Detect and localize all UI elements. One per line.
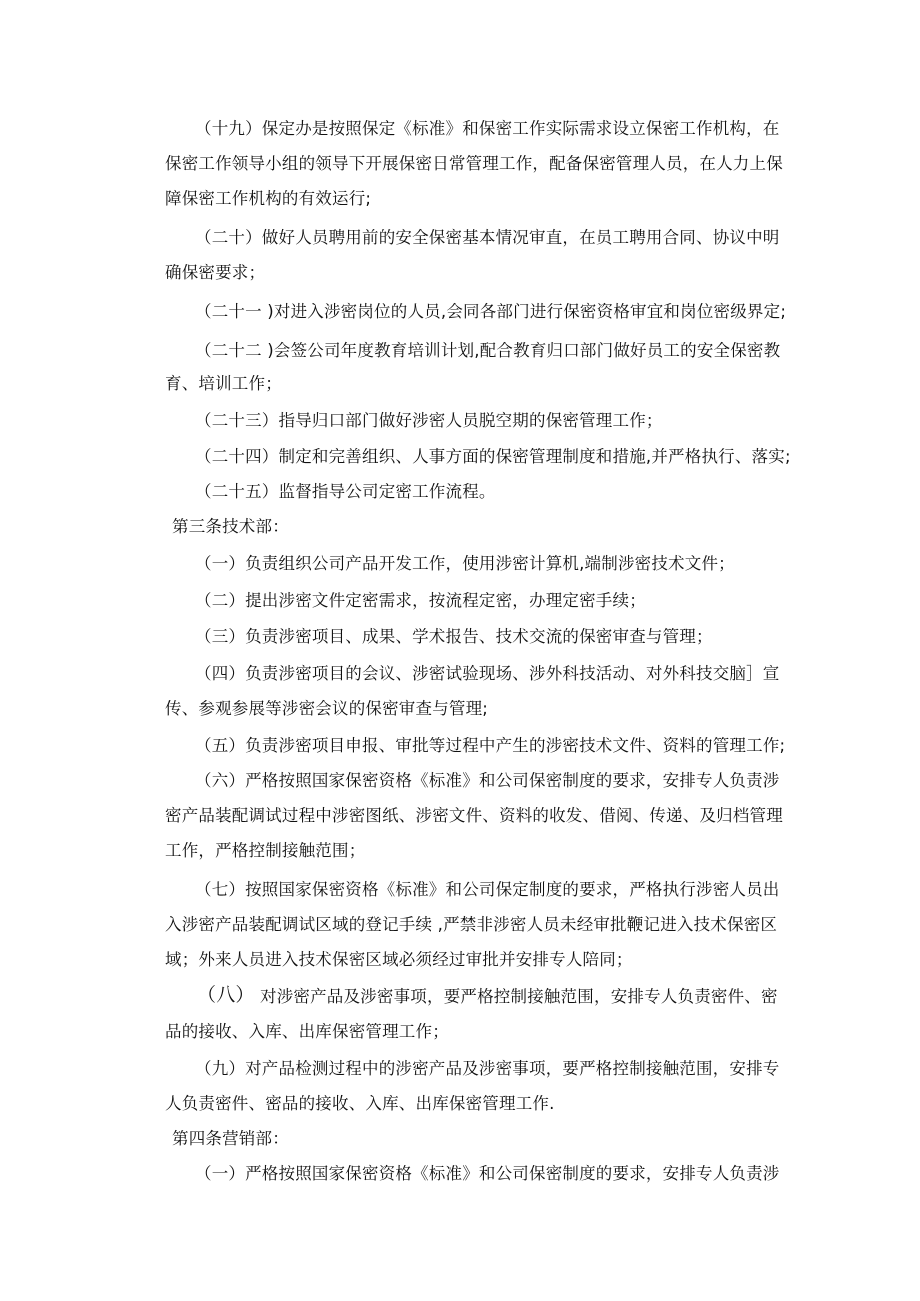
text-line: （六）严格按照国家保密资格《标准》和公司保密制度的要求，安排专人负责涉 (195, 771, 780, 790)
text-line: 人负责密件、密品的接收、入库、出库保密管理工作. (165, 1094, 555, 1113)
text-line: 密产品装配调试过程中涉密图纸、涉密文件、资料的收发、借阅、传递、及归档管理 (165, 806, 783, 825)
text-line: （三）负责涉密项目、成果、学术报告、技术交流的保密审查与管理； (195, 627, 713, 646)
text-line: 工作，严格控制接触范围； (165, 841, 366, 860)
text-line: （四）负责涉密项目的会议、涉密试验现场、涉外科技活动、对外科技交脑］宣 (195, 664, 780, 683)
text-line: （二十四）制定和完善组织、人事方面的保密管理制度和措施,并严格执行、落实; (195, 447, 791, 466)
text-line: （二十三）指导归口部门做好涉密人员脱空期的保密管理工作； (195, 411, 663, 430)
text-line: （五）负责涉密项目申报、审批等过程中产生的涉密技术文件、资料的管理工作; (195, 736, 786, 755)
section-heading: 第四条营销部： (172, 1129, 289, 1148)
text-line: （一）严格按照国家保密资格《标准》和公司保密制度的要求，安排专人负责涉 (195, 1164, 780, 1183)
text-line: （二十一 )对进入涉密岗位的人员,会同各部门进行保密资格审宜和岗位密级界定; (195, 302, 787, 321)
text-line: 传、参观参展等涉密会议的保密审查与管理; (165, 699, 489, 718)
text-line: 域；外来人员进入技术保密区域必须经过审批并安排专人陪同； (165, 950, 633, 969)
text-line: 育、培训工作； (165, 374, 282, 393)
section-heading: 第三条技术部： (172, 517, 289, 536)
text-line: （一）负责组织公司产品开发工作，使用涉密计算机,端制涉密技术文件； (195, 554, 735, 573)
text-line: 障保密工作机构的有效运行; (165, 189, 372, 208)
text-line: （十九）保定办是按照保定《标准》和保密工作实际需求设立保密工作机构，在 (195, 119, 780, 138)
item-number: （八） (197, 984, 255, 1006)
text-line: （九）对产品检测过程中的涉密产品及涉密事项，要严格控制接触范围，安排专 (195, 1059, 780, 1078)
text-line: （二）提出涉密文件定密需求，按流程定密，办理定密手续； (195, 591, 646, 610)
text-line: （二十五）监督指导公司定密工作流程。 (195, 482, 496, 501)
text-line: 品的接收、入库、出库保密管理工作； (165, 1022, 449, 1041)
text-line: （二十）做好人员聘用前的安全保密基本情况审直，在员工聘用合同、协议中明 (195, 228, 780, 247)
text-line: 确保密要求； (165, 263, 266, 282)
text-line: （七）按照国家保密资格《标准》和公司保定制度的要求，严格执行涉密人员出 (195, 880, 780, 899)
text-line: 保密工作领导小组的领导下开展保密日常管理工作，配备保密管理人员，在人力上保 (165, 154, 783, 173)
text-line: 对涉密产品及涉密事项，要严格控制接触范围，安排专人负责密件、密 (260, 987, 778, 1006)
text-line: （二十二 )会签公司年度教育培训计划,配合教育归口部门做好员工的安全保密教 (195, 341, 781, 360)
text-line: 入涉密产品装配调试区域的登记手续 ,严禁非涉密人员未经审批鞭记进入技术保密区 (165, 915, 778, 934)
